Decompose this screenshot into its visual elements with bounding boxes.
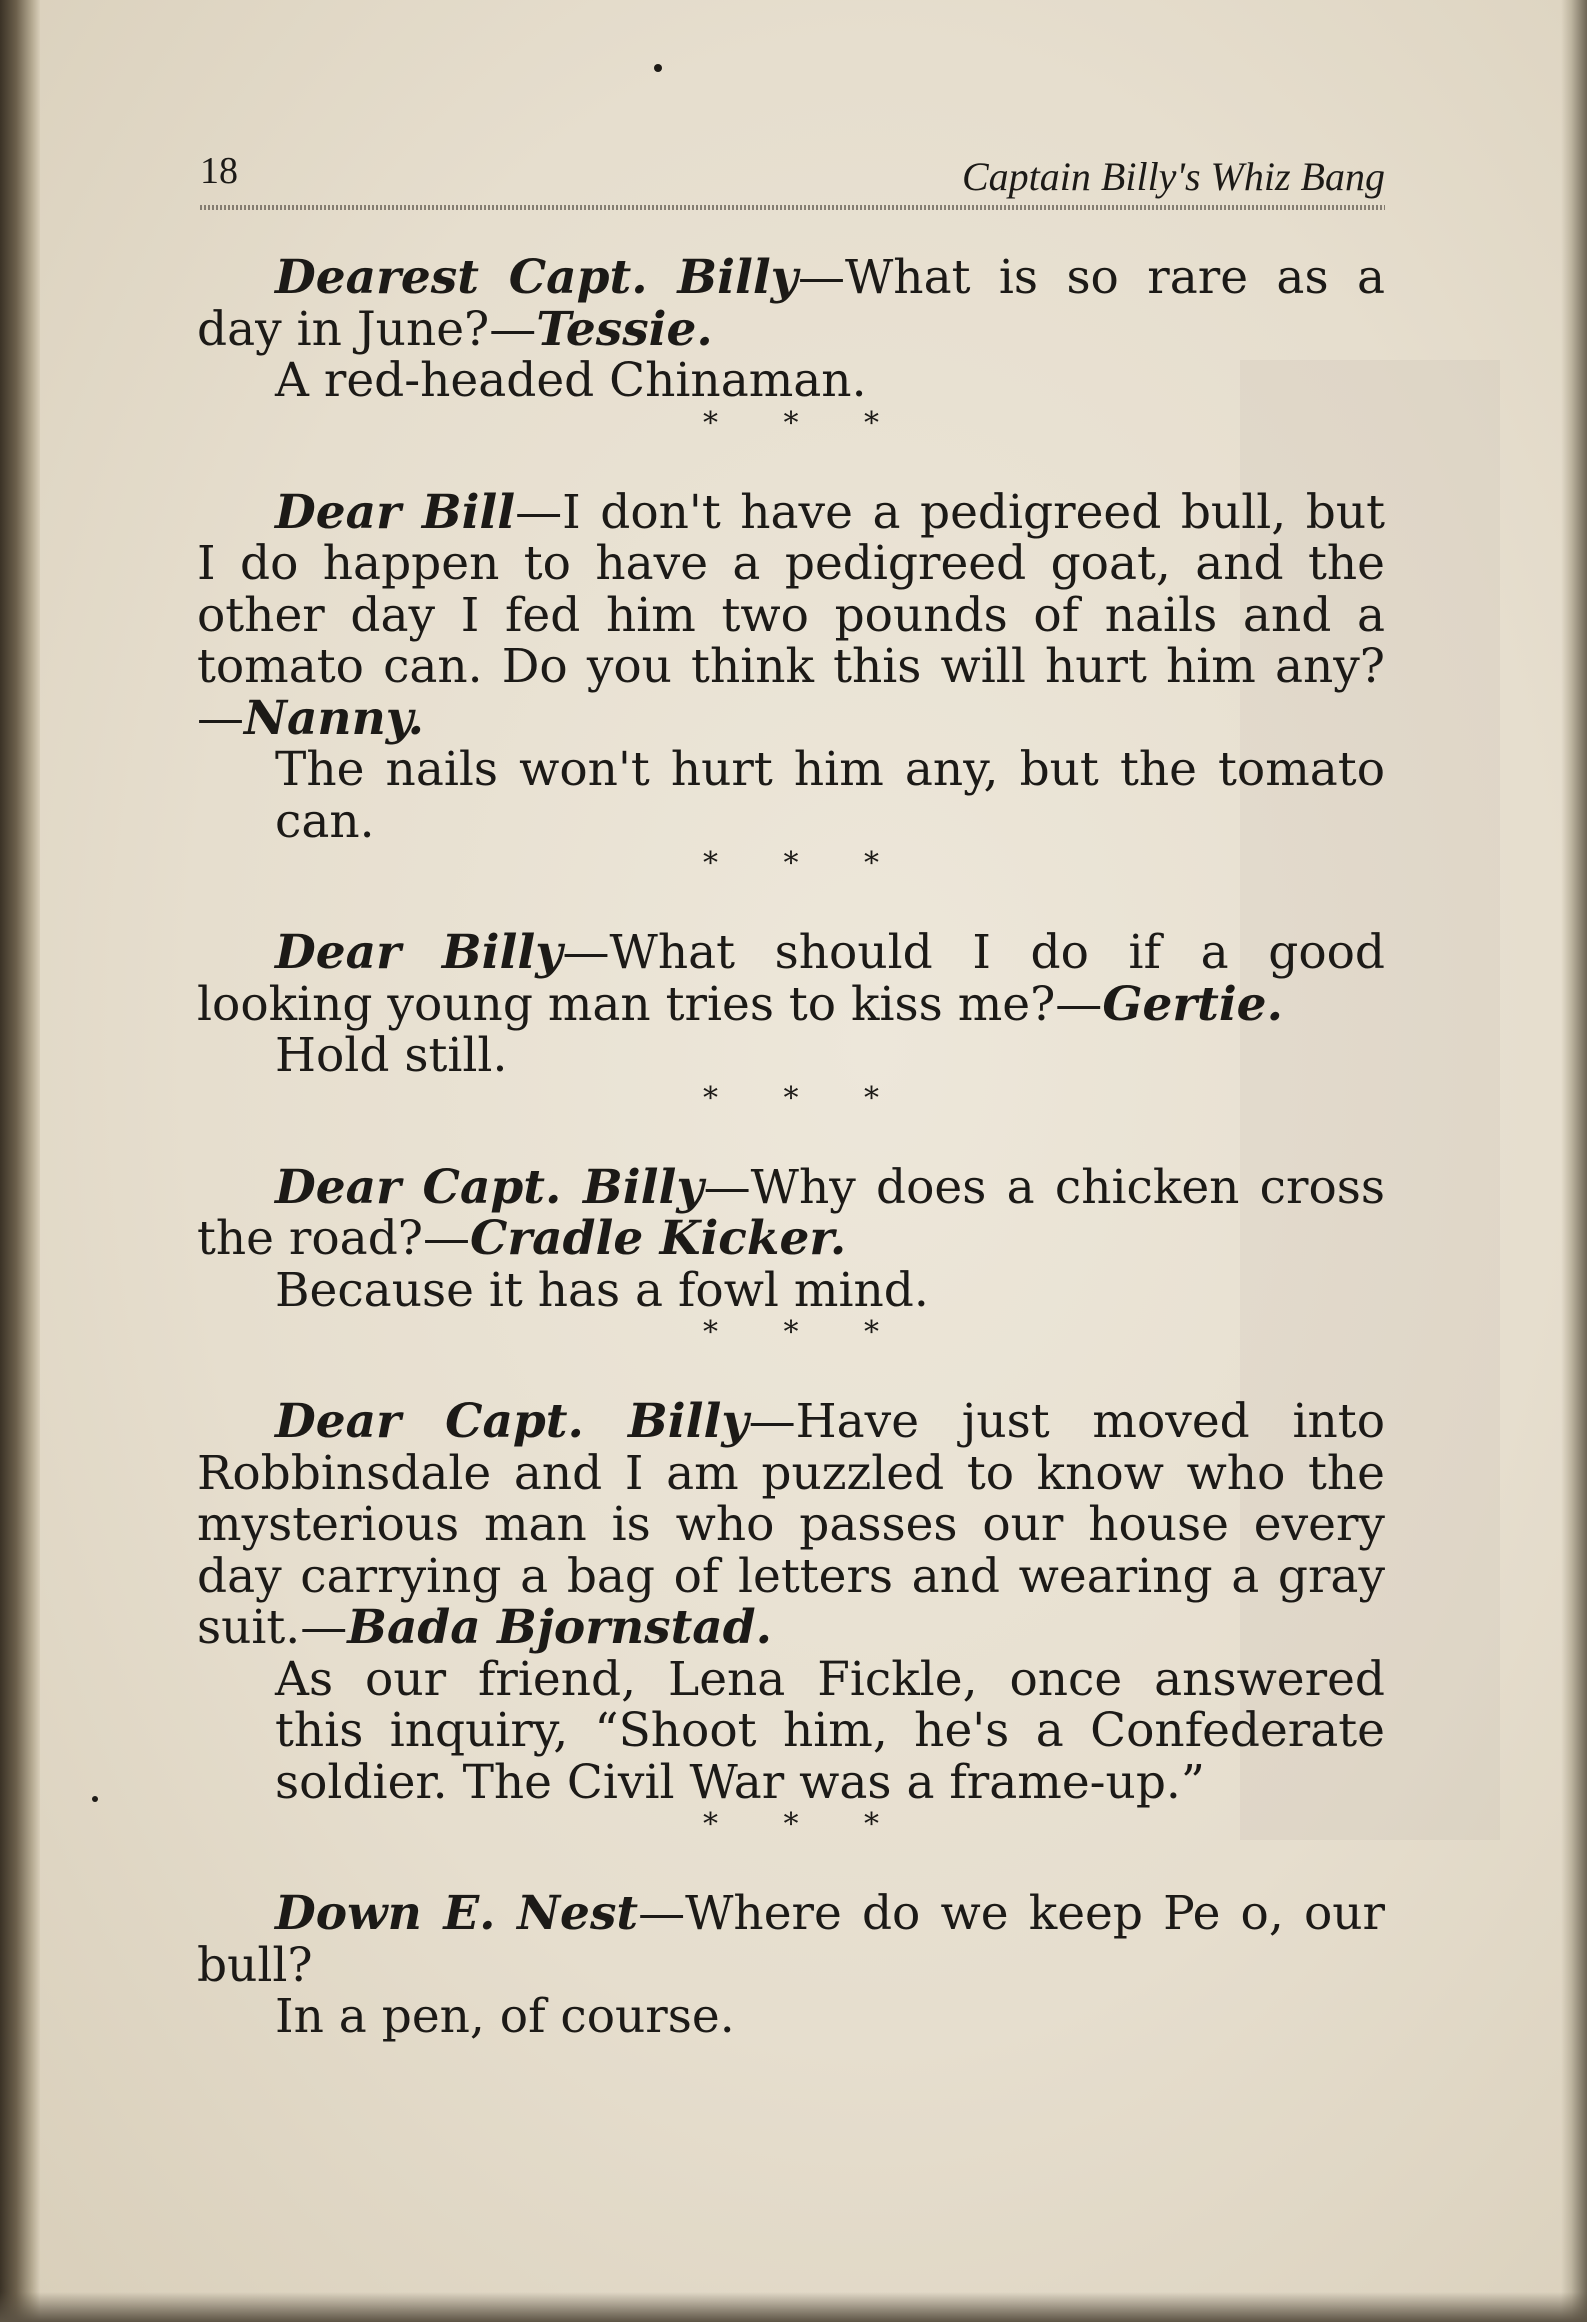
reply-text: In a pen, of course. [275,1989,735,2044]
letter-entry [197,1159,1385,1350]
letter-text [197,252,1385,355]
letter-text [197,1396,1385,1654]
letter-signature: Nanny. [244,690,425,746]
ink-speck [654,64,662,72]
letter-entry [197,1888,1385,2043]
reply-text: As our friend, Lena Fickle, once answered this inquiry, “Shoot him, he's a Confederate soldier. The Civil War was a frame-up.” [275,1651,1385,1810]
reply-text: A red-headed Chinaman. [275,353,867,408]
page-number: 18 [200,150,238,192]
letter-signature: Tessie. [536,301,713,357]
reply-text: Because it has a fowl mind. [275,1262,929,1318]
letter-body: —What is so rare as a day in June?— [197,250,1385,357]
letter-addressee: Down E. Nest [275,1886,639,1941]
section-separator: * * * [702,405,908,441]
running-header [200,145,1385,215]
letter-body: —What should I do if a good looking young man tries to kiss me?— [197,925,1385,1032]
letter-body: —I don't have a pedigreed bull, but I do happen to have a pedigreed goat, and the other day I fed him two pounds of nails and a tomato can. Do you think this will hurt him any?— [197,484,1385,746]
page-right-edge [1561,0,1587,2322]
ink-speck [92,1796,98,1802]
letter-signature: Bada Bjornstad. [347,1600,772,1655]
section-separator: * * * [702,1315,908,1350]
letter-addressee: Dear Capt. Billy [275,1159,704,1215]
letter-entry [197,1396,1385,1840]
running-title: Captain Billy's Whiz Bang [962,154,1385,199]
page-bottom-edge [0,2292,1587,2322]
letter-entry [197,927,1385,1114]
letter-text [197,1888,1385,1991]
section-separator: * * * [702,846,908,881]
letter-addressee: Dear Billy [275,925,563,980]
letter-addressee: Dearest Capt. Billy [275,250,798,305]
reply-text: Hold still. [275,1028,508,1083]
section-separator: * * * [702,1080,908,1116]
letters-column [197,252,1385,2043]
letter-text [197,1159,1385,1266]
reply-text: The nails won't hurt him any, but the tomato can. [275,742,1385,849]
letter-body: —Why does a chicken cross the road?— [197,1159,1385,1266]
letter-signature: Gertie. [1102,976,1283,1032]
letter-addressee: Dear Capt. Billy [275,1394,749,1449]
page-binding-edge [0,0,40,2322]
section-separator: * * * [702,1807,908,1842]
letter-entry [197,252,1385,439]
letter-text [197,927,1385,1030]
letter-body: —Have just moved into Robbinsdale and I am puzzled to know who the mysterious man is who passes our house every day carrying a bag of letters and wearing a gray suit.— [197,1394,1385,1655]
letter-entry [197,484,1385,881]
letter-addressee: Dear Bill [275,484,516,540]
header-rule [200,205,1385,210]
letter-signature: Cradle Kicker. [469,1211,847,1266]
letter-text [197,484,1385,746]
letter-body: —Where do we keep Pe o, our bull? [197,1886,1385,1993]
